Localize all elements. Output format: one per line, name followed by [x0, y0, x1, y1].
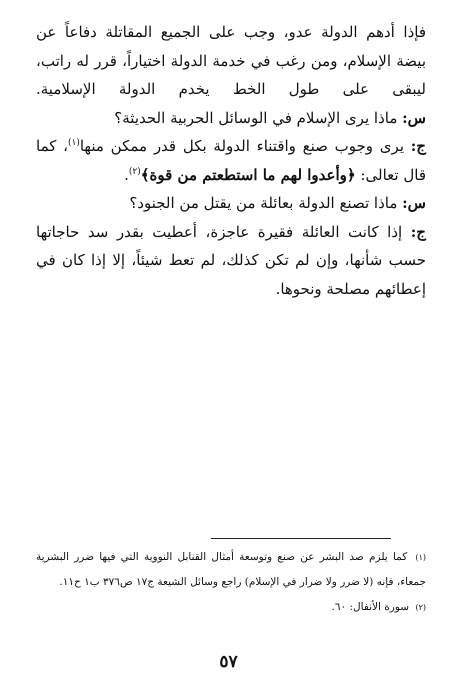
answer-text-cont: ، كما قال تعالى:	[36, 137, 426, 184]
footnote-1	[36, 545, 426, 595]
answer-text-end: .	[124, 165, 129, 184]
answer-2	[36, 218, 426, 304]
footnote-2	[36, 595, 426, 620]
footnote-ref-1: (١)	[67, 138, 80, 148]
question-label: س:	[402, 194, 426, 212]
question-1	[36, 104, 426, 133]
footnote-2-mark: (٢)	[415, 603, 426, 612]
footnote-ref-2: (٢)	[128, 166, 141, 177]
footnotes	[36, 545, 426, 620]
answer-text: إذا كانت العائلة فقيرة عاجزة، أعطيت بقدر سد حاجاتها حسب شأنها، وإن لم تكن كذلك، لم تعط شيئاً، إلا إذا كان في إعطائهم مصلحة ونحوها.	[36, 222, 426, 298]
page-number: ٥٧	[219, 652, 238, 672]
answer-1	[36, 132, 426, 189]
answer-label: ج:	[410, 137, 426, 155]
question-text: ماذا تصنع الدولة بعائلة من يقتل من الجنود؟	[129, 194, 398, 212]
footnote-2-text: سورة الأنفال: ٦٠.	[331, 601, 410, 613]
question-2	[36, 189, 426, 218]
answer-text: يرى وجوب صنع واقتناء الدولة بكل قدر ممكن منها	[79, 137, 404, 155]
paragraph-1	[36, 18, 426, 104]
main-text	[36, 18, 426, 303]
answer-label: ج:	[410, 222, 426, 241]
paragraph-1-text: فإذا أدهم الدولة عدو، وجب على الجميع المقاتلة دفاعاً عن بيضة الإسلام، ومن رغب في خدمة الدولة اختياراً، قرر له راتب، ليبقى على طول الخط يخدم الدولة الإسلامية.	[36, 23, 426, 98]
question-label: س:	[402, 108, 426, 127]
quran-verse: ﴿وأعدوا لهم ما استطعتم من قوة﴾	[140, 165, 356, 184]
footnote-divider	[211, 538, 391, 539]
footnote-1-text: كما يلزم صد البشر عن صنع وتوسعة أمثال القنابل النووية التي فيها ضرر البشرية جمعاء، فإنه (لا ضرر ولا ضرار في الإسلام) راجع وسائل الشيعة ج١٧ ص٣٧٦ ب١ ح١١.	[36, 551, 426, 588]
footnote-1-mark: (١)	[415, 553, 426, 562]
question-text: ماذا يرى الإسلام في الوسائل الحربية الحديثة؟	[114, 108, 398, 127]
